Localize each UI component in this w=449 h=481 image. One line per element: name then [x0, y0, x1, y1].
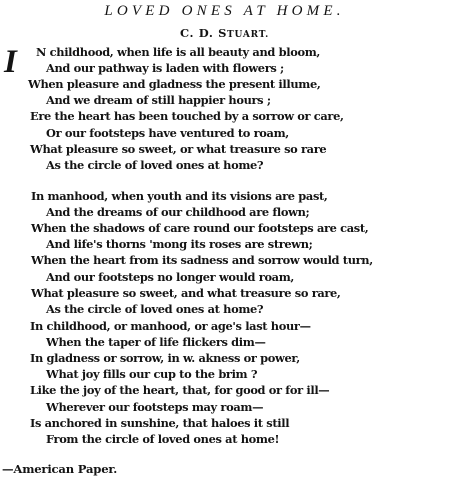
poem-line: As the circle of loved ones at home? — [46, 301, 264, 316]
poem-line: Like the joy of the heart, that, for good or for ill— — [30, 383, 330, 398]
poem-line: And life's thorns 'mong its roses are strewn; — [46, 237, 313, 252]
poem-line: Or our footsteps have ventured to roam, — [46, 125, 289, 140]
poem-line: Is anchored in sunshine, that haloes it still — [30, 415, 290, 430]
poem-line: From the circle of loved ones at home! — [46, 431, 280, 446]
poem-line: And our footsteps no longer would roam, — [46, 269, 295, 284]
poem-line: And the dreams of our childhood are flown; — [46, 205, 310, 220]
poem-line: In manhood, when youth and its visions are past, — [31, 189, 328, 203]
poem-line: N childhood, when life is all beauty and bloom, — [36, 45, 321, 59]
poem-line: What pleasure so sweet, or what treasure so rare — [30, 141, 327, 156]
poem-line: In gladness or sorrow, in w. akness or power, — [30, 351, 300, 366]
poem-line: Wherever our footsteps may roam— — [46, 399, 264, 414]
poem-line: When the taper of life flickers dim— — [46, 335, 266, 350]
poem-line: In childhood, or manhood, or age's last hour— — [30, 319, 311, 333]
poem-line: When the shadows of care round our footsteps are cast, — [31, 221, 369, 236]
poem-title: LOVED ONES AT HOME. — [104, 3, 345, 19]
drop-cap-initial: I — [4, 44, 17, 80]
author-surname-rest: TUART. — [227, 30, 270, 40]
poem-line: Ere the heart has been touched by a sorrow or care, — [30, 109, 344, 124]
poem-line: What joy fills our cup to the brim ? — [46, 367, 258, 382]
poem-line: As the circle of loved ones at home? — [46, 157, 264, 172]
poem-line: And our pathway is laden with flowers ; — [46, 61, 284, 76]
poem-line: When pleasure and gladness the present illume, — [28, 77, 321, 92]
poem-source-credit: —American Paper. — [2, 462, 118, 476]
poem-line: And we dream of still happier hours ; — [46, 93, 271, 108]
poem-line: When the heart from its sadness and sorrow would turn, — [31, 253, 373, 268]
poem-author — [0, 25, 449, 43]
poem-line: What pleasure so sweet, and what treasure so rare, — [31, 285, 341, 300]
author-initials: C. D. S — [179, 26, 227, 40]
